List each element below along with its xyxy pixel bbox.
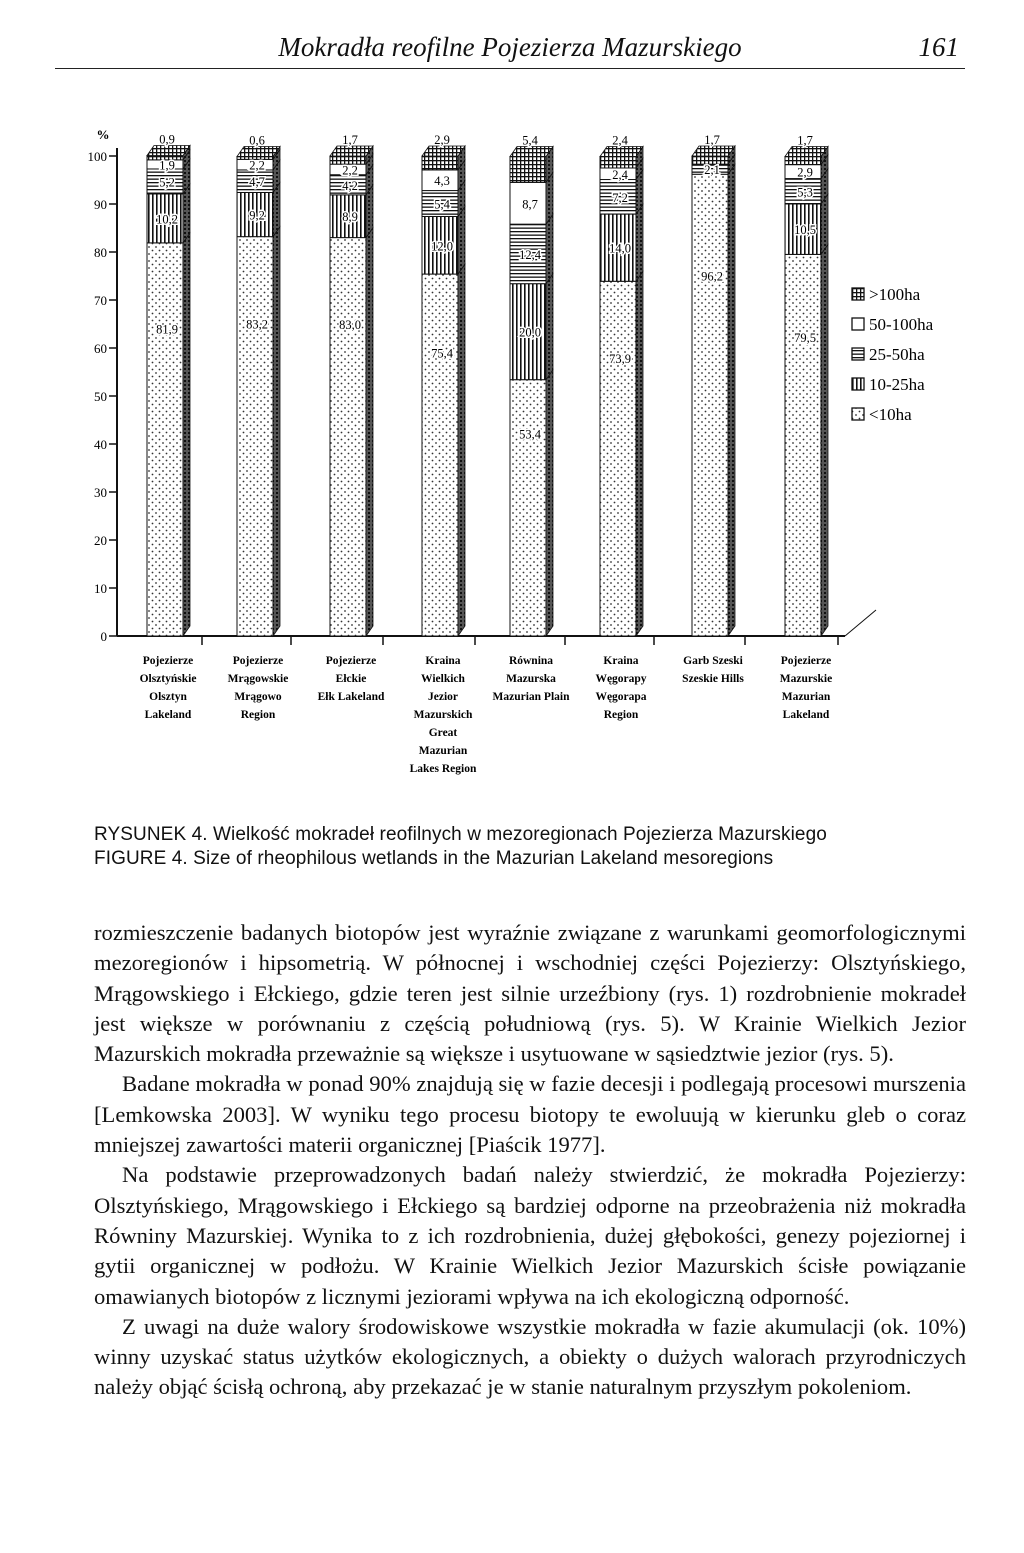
category-label: Mazurian [418,745,468,757]
figure-caption-en: FIGURE 4. Size of rheophilous wetlands in the Mazurian Lakeland mesoregions [94,848,774,869]
category-label: Kraina [603,655,639,667]
data-label: 12,0 [431,239,453,254]
data-label: 9,2 [249,208,265,223]
bar-side [366,228,373,636]
bar-segment [237,237,273,636]
data-label: 8,9 [342,210,358,225]
category-label: Węgorapa [595,691,647,703]
data-label: 1,7 [797,133,813,148]
axis-depth-line [845,610,876,636]
bar-segment [510,156,546,182]
bar-side [273,227,280,636]
bar-stack [785,133,828,636]
bar-top [147,146,190,156]
category-label: Mazurskich [413,709,473,721]
category-label: Mrągowo [234,691,282,703]
category-label: Mazurian Plain [492,691,570,703]
bar-segment [785,254,821,636]
data-label: 1,9 [159,158,175,173]
data-label: 5,4 [434,197,450,212]
bar-side [728,164,735,636]
y-unit-label: % [96,127,110,142]
data-label: 5,2 [159,175,175,190]
data-label: 2,1 [704,163,720,178]
body-text [94,918,966,1403]
data-label: 20,0 [519,325,541,340]
data-label: 0,6 [249,133,265,148]
bar-top [785,146,828,156]
bar-segment [330,238,366,636]
data-label: 12,4 [519,247,541,262]
y-tick-label: 80 [94,245,107,260]
data-label: 79,5 [794,331,816,346]
y-tick-label: 40 [94,437,107,452]
bar-stack [330,133,373,636]
data-label: 1,7 [342,133,358,147]
category-label: Ełk Lakeland [317,691,385,703]
category-label: Region [603,709,639,721]
bar-segment [510,380,546,636]
legend-swatch [852,348,864,360]
legend-label: 10-25ha [869,375,925,394]
bar-segment [785,156,821,164]
data-label: 73,9 [609,351,631,366]
data-label: 2,4 [612,167,628,182]
y-tick-label: 30 [94,485,107,500]
category-label: Węgorapy [595,673,647,685]
category-label: Wielkich [421,673,465,685]
bar-segment [422,274,458,636]
data-label: 4,2 [342,178,358,193]
figure-caption-pl: RYSUNEK 4. Wielkość mokradeł reofilnych w mezoregionach Pojezierza Mazurskiego [94,824,827,845]
data-label: 14,0 [609,241,631,256]
category-label: Mrągowskie [227,673,289,685]
category-label: Lakeland [782,709,830,721]
bar-top [510,146,553,156]
category-label: Równina [508,655,554,667]
bar-segment [147,243,183,636]
page-number: 161 [918,32,959,62]
bar-segment [692,174,728,636]
legend-swatch [852,288,864,300]
bar-stack [147,133,190,636]
category-label: Pojezierze [142,655,194,667]
data-label: 96,2 [701,269,723,284]
category-label: Ełckie [335,673,367,685]
bar-top [422,146,465,156]
bar-side [546,214,553,284]
legend-swatch [852,408,864,420]
legend-label: 25-50ha [869,345,925,364]
category-label: Mazurskie [779,673,833,685]
data-label: 4,3 [434,174,450,189]
category-label: Pojezierze [780,655,832,667]
data-label: 2,2 [342,163,358,178]
paragraph: Z uwagi na duże walory środowiskowe wszystkie mokradła w fazie akumulacji (ok. 10%) winny uzyskać status użytków ekologicznych, a obiekty o dużych walorach przyrodniczych należy objąć ścisłą ochroną, aby przekazać je w stanie naturalnym przyszłym pokoleniom. [94,1313,966,1400]
category-label: Szeskie Hills [682,673,744,685]
category-label: Lakeland [144,709,192,721]
running-title: Mokradła reofilne Pojezierza Mazurskiego [278,32,742,62]
legend-swatch [852,378,864,390]
bar-top [600,146,643,156]
bar-side [458,264,465,636]
category-label: Kraina [425,655,461,667]
data-label: 5,3 [797,185,813,200]
data-label: 2,9 [434,133,450,147]
bar-segment [600,281,636,636]
bar-stack [600,133,643,636]
category-label: Great [428,727,458,739]
legend-label: <10ha [869,405,912,424]
category-label: Mazurian [781,691,831,703]
data-label: 4,7 [249,175,265,190]
data-label: 81,9 [156,322,178,337]
data-label: 7,2 [612,190,628,205]
data-label: 8,7 [522,197,538,212]
category-label: Pojezierze [325,655,377,667]
bar-stack [422,133,465,636]
y-tick-label: 10 [94,581,107,596]
data-label: 5,4 [522,133,538,148]
paragraph: Badane mokradła w ponad 90% znajdują się w fazie decesji i podlegają procesowi murszenia [Lemkowska 2003]. W wyniku tego procesu biotopy te ewoluują w kierunku gleb o coraz mniejszej zawartości materii organicznej [Piaścik 1977]. [94,1071,966,1158]
data-label: 0,9 [159,132,175,147]
bar-top [692,146,735,156]
category-label: Olsztyńskie [139,673,197,685]
data-label: 2,9 [797,165,813,180]
bar-top [330,146,373,156]
bar-top [237,146,280,156]
category-label: Jezior [427,691,459,703]
data-label: 1,7 [704,133,720,147]
bar-side [183,233,190,636]
category-label: Pojezierze [232,655,284,667]
y-tick-label: 20 [94,533,107,548]
y-tick-label: 60 [94,341,107,356]
bar-stack [510,133,553,636]
bar-segment [422,156,458,170]
bar-side [636,204,643,281]
data-label: 53,4 [519,427,541,442]
bar-side [458,206,465,274]
data-label: 2,2 [249,158,265,173]
bar-side [636,271,643,636]
y-tick-label: 50 [94,389,107,404]
bar-stack [237,133,280,636]
y-tick-label: 70 [94,293,107,308]
category-label: Olsztyn [149,691,187,703]
category-label: Mazurska [506,673,556,685]
legend-label: >100ha [869,285,921,304]
category-label: Lakes Region [409,763,477,775]
bar-segment [600,156,636,168]
data-label: 10,5 [794,223,816,238]
category-label: Garb Szeski [683,655,743,667]
bar-stack [692,133,735,636]
data-label: 10,2 [156,212,178,227]
y-tick-label: 100 [87,149,107,164]
legend-label: 50-100ha [869,315,934,334]
category-label: Region [240,709,276,721]
y-tick-label: 0 [100,629,107,644]
data-label: 2,4 [612,133,628,148]
data-label: 83,2 [246,317,268,332]
paragraph: Na podstawie przeprowadzonych badań należy stwierdzić, że mokradła Pojezierzy: Olsztyńskiego, Mrągowskiego i Ełckiego są bardziej odporne na przeobrażenia niż mokradła Równiny Mazurskiej. Wynika to z ich rozdrobnienia, dużej głębokości, genezy pojeziornej i gytii organicznej w podłożu. W Krainie Wielkich Jezior Mazurskich ścisłe powiązanie omawianych biotopów z licznymi jeziorami wpływa na ich ekologiczną odporność. [94,1162,966,1309]
y-tick-label: 90 [94,197,107,212]
bar-side [821,244,828,636]
data-label: 83,0 [339,318,361,333]
bar-side [546,370,553,636]
legend-swatch [852,318,864,330]
data-label: 75,4 [431,346,453,361]
bar-side [546,274,553,380]
paragraph: rozmieszczenie badanych biotopów jest wyraźnie związane z warunkami geomorfologicznymi mezoregionów i hipsometrią. W północnej i wschodniej części Pojezierzy: Olsztyńskiego, Mrągowskiego i Ełckiego, gdzie teren jest silnie urzeźbiony (rys. 1) rozdrobnienie mokradeł jest większe w porównaniu z częścią południową (rys. 5). W Krainie Wielkich Jezior Mazurskich mokradła przeważnie są większe i usytuowane w sąsiedztwie jezior (rys. 5). [94,920,966,1067]
